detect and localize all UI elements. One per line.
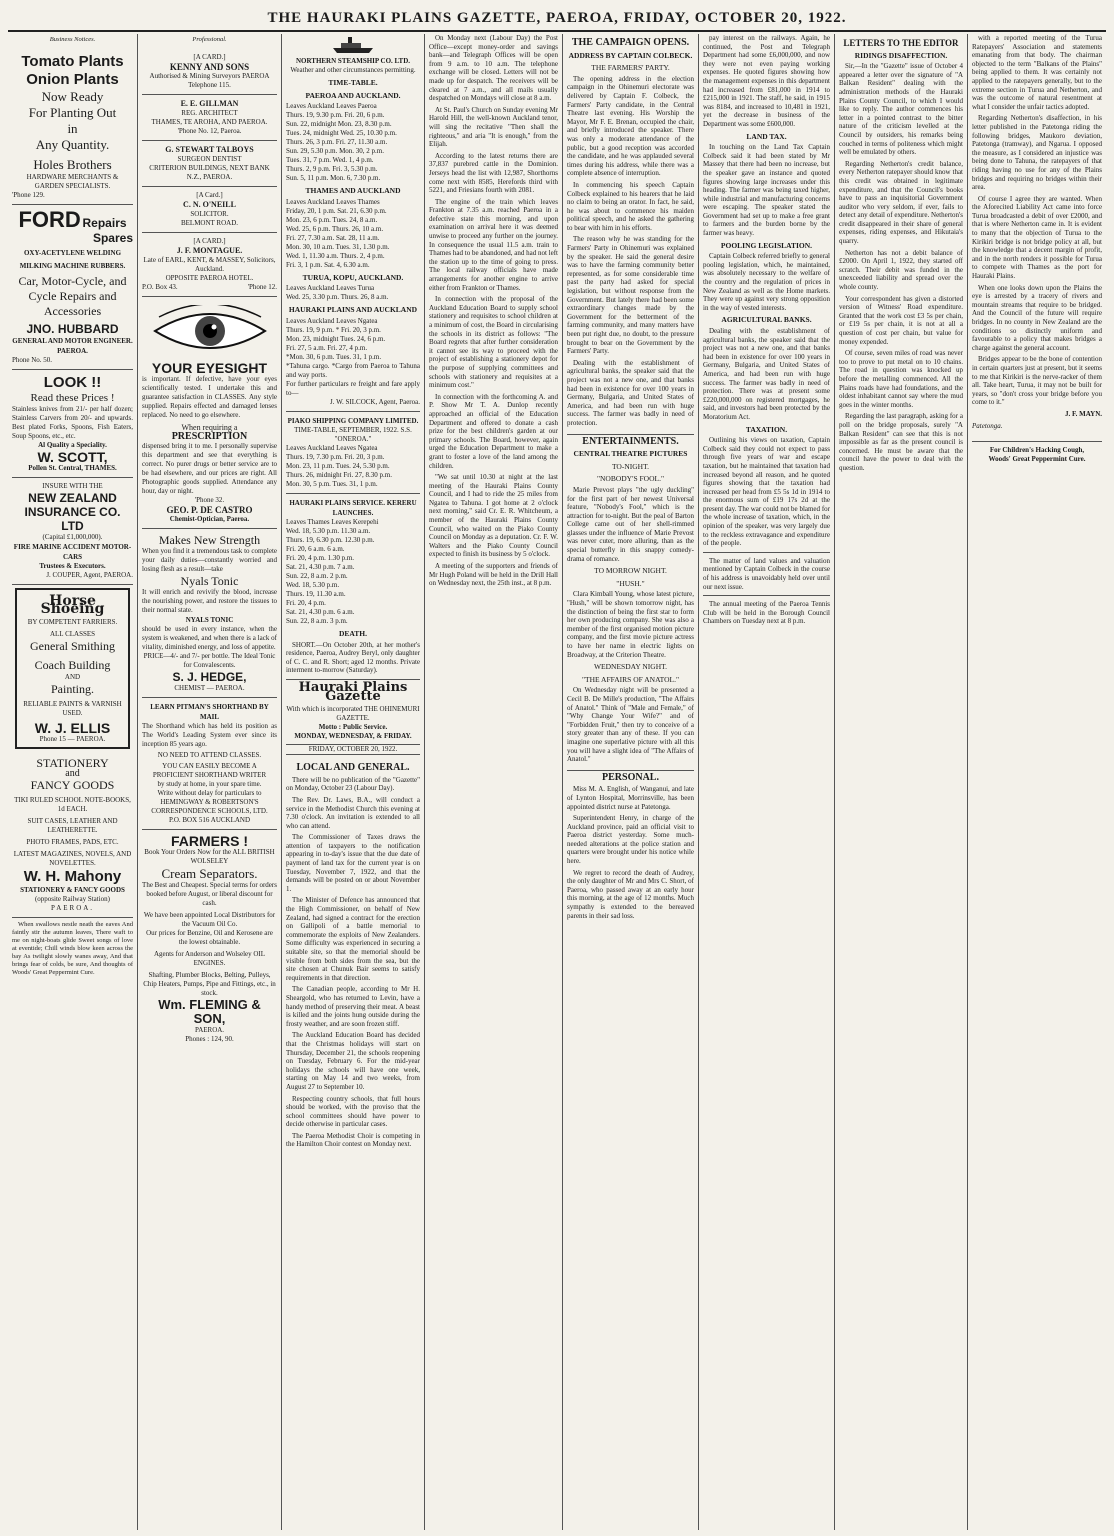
- columns: [8, 34, 1106, 1530]
- subhead: LAND TAX.: [746, 131, 787, 141]
- subhead: POOLING LEGISLATION.: [720, 240, 813, 250]
- route-rows: [286, 207, 420, 270]
- paragraph: pay interest on the railways. Again, he continued, the Post and Telegraph Department had some £6,000,000, and now they were not even paying working expenses. He quoted figures showing how the management expenses in this department had increased from £81,000 in 1914 to £215,000 in 1921. The staff, he said, in 1915 was 8184, and increased to 10,481 in 1921, yet the decrease in business of the Department was some £600,000.: [703, 34, 830, 128]
- paragraph: The Rev. Dr. Laws, B.A., will conduct a service in the Methodist Church this evening at 7.30 o'clock. An invitation is extended to all who can attend.: [286, 795, 420, 830]
- ad-line: When you find it a tremendous task to complete your daily duties—constantly worried and losing flesh as a result—take: [142, 546, 277, 573]
- ad-line: [A CARD.]: [193, 52, 226, 61]
- ad-line: Chemist-Optician, Paeroa.: [169, 514, 250, 523]
- paragraph: In connection with the forthcoming A. and P. Show Mr T. A. Dunlop recently approached an official of the Education Department and offered to donate a cash prize for the best children's garden at our primary schools. The Board, however, again urged the Education Department to make a grant to foster a love of the land among the children.: [429, 392, 558, 470]
- paragraph: The opening address in the election campaign in the Ohinemuri electorate was delivered by Captain F. Colbeck, the Farmers' Party candidate, in the Central Theatre last evening. His Worship the Mayor, Mr F. E. Brenan, occupied the chair, and briefly introduced the speaker. There was only a moderate attendance of the public, but a good reception was accorded the candidate, and he was applauded several times during his address, while there was a complete absence of interruption.: [567, 74, 694, 178]
- ad-line: should be used in every instance, when the system is weakened, and when there is a lack of vitality, diminished energy, and loss of appetite.: [142, 624, 277, 651]
- paragraph: The Paeroa Methodist Choir is competing in the Hamilton Choir contest on Monday next.: [286, 1131, 420, 1149]
- ad-line: Phone No. 50.: [12, 355, 53, 364]
- route-title: THAMES AND AUCKLAND: [305, 186, 401, 196]
- ad-line: Tomato Plants: [21, 52, 124, 70]
- ad-line: (opposite Railway Station): [34, 895, 111, 904]
- ad-line: ALL CLASSES: [49, 629, 96, 638]
- timetable-row: *Mon. 30, 6 p.m. Tues. 31, 1 p.m.: [286, 352, 382, 361]
- route-header: Leaves Auckland Leaves Ngatea: [286, 443, 378, 452]
- gazette-sub: With which is incorporated THE OHINEMURI GAZETTE.: [286, 705, 420, 723]
- timetable-row: Wed. 1, 11.30 a.m. Thurs. 2, 4 p.m.: [286, 251, 385, 260]
- ad-line: Book Your Orders Now for the ALL BRITISH WOLSELEY: [144, 847, 275, 865]
- ad-line: GENERAL AND MOTOR ENGINEER. PAEROA.: [12, 336, 133, 355]
- ad-line: When requiring a: [181, 422, 238, 432]
- paragraph: In touching on the Land Tax Captain Colbeck said it had been stated by Mr Massey that there had been no increase, but the speaker gave an instance and quoted figures showing large increases under this heading. The farmer was being taxed higher, while industrial and manufacturing concerns were escaping. The speaker stated the Government had set up to make a free grant to farmers and the burden borne by the farmer was heavy.: [703, 143, 830, 238]
- ad-line: For Planting Out: [28, 104, 117, 120]
- paragraph: Of course, seven miles of road was never too to prove to put metal on to 10 chains. The road in question was knocked up before the metalling commenced. All the Plains roads have had foundations, and the oldest inhabitant cannot say where the mud goes in the winter months.: [839, 349, 963, 409]
- local-general-head: LOCAL AND GENERAL.: [296, 762, 410, 774]
- timetable-row: Wed. 18, 5.30 p.m. 11.30 a.m.: [286, 526, 371, 535]
- paragraph: The Commissioner of Taxes draws the attention of taxpayers to the notification appearing in to-day's issue that the due date of payment of land tax for the current year is on Tuesday, November 7, 1922, and that the demands will be posted on or about November 1.: [286, 833, 420, 893]
- footer-ad: For Children's Hacking Cough,: [989, 445, 1085, 454]
- ad-line: STATIONERY: [36, 755, 109, 770]
- ad-line: YOUR EYESIGHT: [151, 359, 268, 376]
- divider: [286, 493, 420, 494]
- section-header: Professional.: [192, 36, 227, 43]
- card-kenny-and-sons: [142, 49, 277, 95]
- ad-line: The Best and Cheapest. Special terms for orders booked before August, or liberal discount for cash.: [142, 880, 277, 907]
- timetable-row: Fri. 3, 1 p.m. Sat. 4, 6.30 a.m.: [286, 260, 370, 269]
- timetable-row: Sun. 22, 8 a.m. 3 p.m.: [286, 616, 348, 625]
- ad-line: 'Phone 129.: [12, 190, 45, 199]
- paragraph: Of course I agree they are wanted. When the Aforecited Liability Act came into force Turua broadcasted a debit of over £2000, and that is where Netherton came in. It is evident to many that the objection of Turua to the Kirikiri bridge is not bridge policy at all, but the knowledge that a decent margin of profit, and in the north renders it possible for Turua to compete with Thames as the port for Hauraki Plains.: [972, 194, 1102, 281]
- gazette-days: MONDAY, WEDNESDAY, & FRIDAY.: [294, 732, 412, 741]
- peppermint-poem: When swallows nestle neath the eaves And faintly stir the autumn leaves, There waft to me on night-boats glide Sweet songs of love at eventide; Chill winds blow keen across the bay As twilight slowly wanes away, And that brings fear of colds, be sure, And thoughts of Woods' Great Peppermint Cure.: [12, 921, 133, 977]
- paragraph: Captain Colbeck referred briefly to general pooling legislation, which, he maintained, was absolutely necessary to the welfare of the country and the regulation of prices in New Zealand as well as the Home markets. They were up against very strong opposition in the way of vested interests.: [703, 252, 830, 312]
- timetable-row: Mon. 23, midnight Tues. 24, 6 p.m.: [286, 334, 386, 343]
- ad-de-castro: [142, 297, 277, 529]
- ad-line: Horse Shoeing: [40, 592, 105, 618]
- timetable-row: Thurs. 26, midnight Fri. 27, 8.30 p.m.: [286, 470, 392, 479]
- agent-name: J. W. SILCOCK, Agent, Paeroa.: [329, 397, 420, 406]
- letter-place: Patetonga.: [972, 421, 1003, 430]
- route-header: Leaves Auckland Leaves Turua: [286, 284, 375, 293]
- personal-head: PERSONAL.: [567, 770, 694, 783]
- divider: [703, 595, 830, 596]
- ad-line: The Shorthand which has held its position as The World's Leading System ever since its inception 85 years ago.: [142, 721, 277, 748]
- ent-sub: WEDNESDAY NIGHT.: [593, 662, 668, 672]
- ad-line: [A Card.]: [196, 190, 223, 199]
- timetable-row: Mon. 23, 11 p.m. Tues. 24, 5.30 p.m.: [286, 461, 390, 470]
- paragraph: The Auckland Education Board has decided that the Christmas holidays will start on Thursday, December 21, the schools reopening on Tuesday, February 6. For the mid-year holidays the schools will have one week, starting on May 14 and two weeks, from August 27 to September 10.: [286, 1031, 420, 1091]
- ad-line: 'Phone No. 12, Paeroa.: [177, 126, 242, 135]
- paragraph: On Monday next (Labour Day) the Post Office—except money-order and savings bank—and Telegraph Offices will be open from 9 a.m. to 10 a.m. The telephone exchange will be closed. Letters will not be made up for despatch. The receivers will be cleared at 7 a.m., and all mails usually despatched on Mondays will close at 8 a.m.: [429, 34, 558, 103]
- gazette-date: FRIDAY, OCTOBER 20, 1922.: [286, 744, 420, 755]
- ad-w-scott: [12, 370, 133, 478]
- ad-pitman-shorthand: [142, 698, 277, 830]
- column-campaign-continued: [699, 34, 835, 1530]
- ad-line: INSURE WITH THE: [42, 481, 103, 490]
- paragraph: At St. Paul's Church on Sunday evening Mr Harold Hill, the well-known Auckland tenor, will sing the recitative "Then shall the righteous," and aria "It is enough," from the Elijah.: [429, 105, 558, 149]
- timetable-label: TIME-TABLE.: [328, 78, 378, 87]
- ad-line: (Capital £1,000,000).: [42, 532, 103, 541]
- timetable-row: Sun. 22, midnight Mon. 23, 8.30 p.m.: [286, 120, 392, 129]
- ad-line: Repairs: [82, 215, 127, 230]
- column-business-notices: [8, 34, 138, 1530]
- ad-line: General Smithing: [30, 638, 115, 653]
- timetable-row: Mon. 23, 6 p.m. Tues. 24, 8 a.m.: [286, 215, 378, 224]
- ad-line: Any Quantity.: [35, 136, 110, 152]
- ad-line: MILKING MACHINE RUBBERS.: [19, 261, 126, 270]
- route-note: *Tahuna cargo. *Cargo from Paeroa to Tahuna and way ports.: [286, 361, 420, 379]
- footer-ad: Woods' Great Peppermint Cure.: [988, 454, 1086, 463]
- ad-line: Read these Prices !: [30, 391, 115, 404]
- ad-line: J. COUPER, Agent, PAEROA.: [46, 570, 133, 579]
- gazette-title: Hauraki Plains Gazette: [298, 679, 408, 704]
- timetable-row: Wed. 25, 3.30 p.m. Thurs. 26, 8 a.m.: [286, 293, 389, 302]
- timetable-row: Wed. 25, 6 p.m. Thurs. 26, 10 a.m.: [286, 224, 384, 233]
- paragraph: When one looks down upon the Plains the eye is arrested by a tracery of rivers and mountain streams that require to be bridged. And the Council of the future will require bridges. In no county in New Zealand are the conditions so distinctly uniform and favourable to a policy that makes bridges a charge against the general account.: [972, 283, 1102, 352]
- route-rows: [286, 453, 420, 489]
- timetable-row: Sun. 22, 8 a.m. 2 p.m.: [286, 571, 348, 580]
- paragraph: According to the latest returns there are 37,837 purebred cattle in the Dominion. Jerseys head the list with 12,987, Shorthorns come next with 8585, Herefords third with 5221, and Friesians fourth with 2081.: [429, 151, 558, 195]
- ad-line: Al Quality a Speciality.: [38, 440, 107, 449]
- ad-line: YOU CAN EASILY BECOME A PROFICIENT SHORTHAND WRITER: [152, 761, 267, 779]
- ad-line: AND: [64, 672, 81, 681]
- gazette-motto: Motto : Public Service.: [318, 723, 388, 732]
- ad-line: W. SCOTT,: [37, 448, 108, 465]
- route-title: TURUA, KOPU, AUCKLAND.: [302, 272, 404, 282]
- paragraph: Superintendent Henry, in charge of the Auckland province, paid an official visit to Paeroa district yesterday. Some much-needed alterations at the police station and quarters were brought under his notice while here.: [567, 814, 694, 866]
- route-title: HAURAKI PLAINS AND AUCKLAND: [288, 305, 418, 315]
- timetable-row: Friday, 20, 1 p.m. Sat. 21, 6.30 p.m.: [286, 206, 387, 215]
- ad-w-j-ellis: [15, 588, 130, 749]
- paragraph: The engine of the train which leaves Frankton at 7.35 a.m. reached Paeroa in a defective state this morning, and upon examination on arrival here it was deemed unwise to proceed any further on the journey. In consequence the usual 11.5 a.m. train to Thames had to be abandoned, and had not left the station up to the time of going to press. The local railway officials have made arrangements for another engine to arrive either from Frankton or Thames.: [429, 197, 558, 292]
- paragraph: The reason why he was standing for the Farmers' Party in Ohinemuri was explained by the speaker. He said the general desire was to have the farming community better represented, as for some considerable time past the party had asked for special legislation, but without response from the Government. But lately there had been some extraordinary changes made by the Government for the betterment of the farming community, and many matters have been put right due, no doubt, to the pressure brought to bear on the Government by the Farmers' Party.: [567, 235, 694, 356]
- paragraph: The Canadian people, according to Mr H. Sheargold, who has returned to Levin, have a handy method of preserving their meat. A beast is killed and the joints hung outside during the frosty weather, and are soon frozen stiff.: [286, 985, 420, 1028]
- letters-head: LETTERS TO THE EDITOR: [843, 38, 959, 48]
- ad-line: HARDWARE MERCHANTS & GARDEN SPECIALISTS.: [26, 172, 119, 190]
- ad-line: dispensed bring it to me. I personally supervise this department and see that everything is correct. No purer drugs or better service are to be had elsewhere, and our prices are right. All Photographic goods supplied. Attendance any hour, day or night.: [142, 441, 277, 495]
- route-title: PAEROA AND AUCKLAND.: [305, 90, 401, 100]
- route-header: Leaves Auckland Leaves Ngatea: [286, 316, 378, 325]
- death-head: DEATH.: [339, 628, 367, 638]
- ad-line: PRESCRIPTION: [171, 430, 248, 442]
- ad-line: is important. If defective, have your eyes scientifically tested. I undertake this and guarantee satisfaction in CLASSES. Any style supplied. Repairs effected and damaged lenses replaced. No need to go elsewhere.: [142, 374, 277, 419]
- campaign-sub: ADDRESS BY CAPTAIN COLBECK.: [568, 50, 693, 60]
- ad-fleming-and-son: [142, 830, 277, 1048]
- ad-line: PHOTO FRAMES, PADS, ETC.: [26, 838, 119, 847]
- campaign-head: THE CAMPAIGN OPENS.: [571, 37, 690, 48]
- timetable-row: Fri. 27, 5 a.m. Fri. 27, 4 p.m.: [286, 343, 368, 352]
- ent-sub: "NOBODY'S FOOL.": [596, 474, 665, 484]
- ad-line: FARMERS !: [171, 832, 248, 849]
- column-letters-continued: [968, 34, 1106, 1530]
- route-rows: [286, 293, 420, 302]
- paragraph: There will be no publication of the "Gazette" on Monday, October 23 (Labour Day).: [286, 775, 420, 793]
- paragraph: Clara Kimball Young, whose latest picture, "Hush," will be shown tomorrow night, has the distinction of being the first star to form her own producing company. She was also a member of the first organised motion picture company, and the first movie picture actress to have her name in electric lights on Broadway, at the Criterion Theatre.: [567, 590, 694, 659]
- ad-line: NO NEED TO ATTEND CLASSES.: [157, 750, 262, 759]
- ad-line: P.O. BOX 516 AUCKLAND: [168, 815, 251, 824]
- ad-line: BELMONT ROAD.: [180, 218, 239, 227]
- ad-line: Nyals Tonic: [180, 573, 239, 588]
- paragraph: Outlining his views on taxation, Captain Colbeck said they could not expect to pass through five years of war and escape taxation, but he maintained that taxation had increased beyond all reason, and he quoted figures showing that the taxation had increased per head from £5 5s 1d in 1914 to the enormous sum of £19 17s 2d at the present day. The war could not be blamed for the whole increase of taxation, which, in the opinion of the speaker, was very largely due to the reckless extravagance and expenditure of the people.: [703, 436, 830, 548]
- ad-line: W. H. Mahony: [23, 868, 122, 886]
- timetable-row: Wed. 18, 5.30 p.m.: [286, 580, 340, 589]
- paragraph: The matter of land values and valuation mentioned by Captain Colbeck in the course of his address is unavoidably held over until our next issue.: [703, 556, 830, 591]
- letter-signature: J. F. MAYN.: [1064, 409, 1102, 418]
- ent-sub: "HUSH.": [616, 578, 645, 588]
- paragraph: with a reported meeting of the Turua Ratepayers' Association and statements emanating from that body. The chairman objected to the term "Balkans of the Plains" being applied to them. It was certainly not applied to the ratepayers generally, but to the extreme section in Turua and Netherton, and was the outcome of natural resentment at what I consider the unfair tactics adopted.: [972, 34, 1102, 111]
- timetable-row: Tues. 24, midnight Wed. 25, 10.30 p.m.: [286, 129, 397, 138]
- timetable-row: Thurs. 19, 7.30 p.m. Fri. 20, 3 p.m.: [286, 452, 385, 461]
- ad-line: JNO. HUBBARD: [26, 321, 119, 336]
- ent-sub: TO MORROW NIGHT.: [594, 566, 667, 576]
- eye-icon: [151, 305, 269, 357]
- ad-line: Trustees & Executors.: [39, 561, 106, 570]
- ad-holes-brothers: [12, 49, 133, 205]
- ad-line: 'Phone 32.: [194, 495, 225, 504]
- masthead: THE HAURAKI PLAINS GAZETTE, PAEROA, FRIDAY, OCTOBER 20, 1922.: [8, 6, 1106, 32]
- ad-line: KENNY AND SONS: [169, 61, 250, 72]
- paragraph: Sir,—In the "Gazette" issue of October 4 appeared a letter over the signature of "A Balkan Resident" dealing with the administration methods of the Hauraki Plains County Council, to which I would like to reply. The author commences his letter in a pointed contrast to the bitter nature of the criticism levelled at the Council by outsiders, his remarks being couched in terms of politeness which might well be emulated by others.: [839, 62, 963, 157]
- timetable-row: Fri. 27, 7.30 a.m. Sat. 28, 11 a.m.: [286, 233, 380, 242]
- ad-line: GEO. P. DE CASTRO: [166, 504, 253, 515]
- ad-line: in: [67, 120, 78, 136]
- ad-line: CHEMIST — PAEROA.: [174, 683, 245, 692]
- shipping-sub: Weather and other circumstances permitting.: [290, 66, 416, 74]
- timetable-row: Fri. 20, 4 p.m. 1.30 p.m.: [286, 553, 355, 562]
- divider: [703, 552, 830, 553]
- paragraph: Your correspondent has given a distorted version of Witness' Road expenditure. Granted that the work cost £3 5s per chain, or £19 5s per chain, it is not at all a question of cost per chain, but value for money expended.: [839, 294, 963, 346]
- letters-sub: RIDINGS DISAFFECTION.: [854, 50, 948, 60]
- paragraph: Regarding the last paragraph, asking for a poll on the bridge proposals, surely "A Balkan Resident" can see that this is not impossible as far as the present council is concerned. He must be aware that the council have the power to deal with the question.: [839, 412, 963, 472]
- ad-line: Makes New Strength: [158, 532, 261, 547]
- ad-line: Cream Separators.: [161, 865, 258, 881]
- ad-line: PAEROA.: [50, 904, 95, 913]
- timetable-row: Sun. 29, 5.30 p.m. Mon. 30, 2 p.m.: [286, 147, 385, 156]
- timetable-row: Mon. 30, 10 a.m. Tues. 31, 1.30 p.m.: [286, 242, 390, 251]
- route-header: Leaves Auckland Leaves Thames: [286, 197, 380, 206]
- timetable-row: Sat. 21, 4.30 p.m. 6 a.m.: [286, 607, 355, 616]
- ad-line: HEMINGWAY & ROBERTSON'S CORRESPONDENCE SCHOOLS, LTD.: [151, 797, 268, 815]
- ad-line: LEARN PITMAN'S SHORTHAND BY MAIL: [150, 702, 269, 721]
- ent-sub: TO-NIGHT.: [611, 461, 649, 471]
- ad-line: We have been appointed Local Distributors for the Vacuum Oil Co.: [143, 910, 276, 928]
- route-rows: [286, 527, 420, 626]
- ad-line: LATEST MAGAZINES, NOVELS, AND NOVELETTES.: [13, 850, 132, 868]
- ad-line: FIRE MARINE ACCIDENT MOTOR-CARS: [13, 542, 132, 561]
- timetable-row: Thurs. 19, 6.30 p.m. 12.30 p.m.: [286, 535, 375, 544]
- column-letters: [835, 34, 968, 1530]
- ad-line: CRITERION BUILDINGS, NEXT BANK N.Z., PAEROA.: [149, 163, 270, 181]
- ad-line: STATIONERY & FANCY GOODS: [20, 886, 125, 895]
- ad-line: REG. ARCHITECT: [181, 108, 238, 117]
- ad-line: S. J. HEDGE,: [172, 669, 247, 684]
- ad-line: THAMES, TE AROHA, AND PAEROA.: [151, 117, 268, 126]
- section-header: Business Notices.: [49, 36, 96, 43]
- ad-line: Stainless knives from 21/- per half dozen; Stainless Carvers from 20/- and upwards. Best plated Forks, Spoons, Fish Eaters, Soup Spoons, etc., etc.: [12, 404, 133, 440]
- ad-line: TIKI RULED SCHOOL NOTE-BOOKS, 1d EACH.: [14, 796, 131, 814]
- column-campaign: [563, 34, 699, 1530]
- route-header: Leaves Auckland Leaves Paeroa: [286, 102, 377, 111]
- ad-line: SUIT CASES, LEATHER AND LEATHERETTE.: [27, 817, 118, 835]
- paragraph: On Wednesday night will be presented a Cecil B. De Mille's production, "The Affairs of Anatol." Think of "Male and Female," of "Why Change Your Wife?" and of "Forbidden Fruit," then try to conceive of a story greater than any of these. If you can imagine one superlative picture with all this you will have a slight idea of "The Affairs of Anatol.": [567, 686, 694, 764]
- timetable-row: Thurs. 19, 9 p.m. * Fri. 20, 3 p.m.: [286, 325, 381, 334]
- ad-jno-hubbard: [12, 205, 133, 370]
- ad-line: It will enrich and revivify the blood, increase the nourishing power, and restore the tissues to their normal state.: [142, 587, 277, 614]
- ad-line: [142, 283, 277, 292]
- ad-line: Write without delay for particulars to: [157, 788, 262, 797]
- ad-line: W. J. ELLIS: [34, 719, 111, 736]
- timetable-row: Tues. 31, 7 p.m. Wed. 1, 4 p.m.: [286, 156, 374, 165]
- ad-line: Shafting, Plumber Blocks, Belting, Pulleys, Chip Heaters, Pumps, Pipe and Fittings, etc., in stock.: [143, 970, 276, 997]
- timetable-row: Thurs. 19, 9.30 p.m. Fri. 20, 6 p.m.: [286, 111, 385, 120]
- ad-line: Coach Building: [34, 657, 111, 672]
- ad-line: Now Ready: [41, 88, 104, 104]
- paragraph: Regarding Netherton's credit balance, every Netherton ratepayer should know that this credit was obtained in legitimate expenditure, and that the Council's books have to pass an inquisitorial Government auditor who very seldom, if ever, fails to detect any detail of expenditure. Netherton's credit disappeared in their share of general expenses, riding expenses, and Hikutaia's quarry.: [839, 159, 963, 246]
- ad-line: OXY-ACETYLENE WELDING: [23, 248, 122, 257]
- route-header: Leaves Thames Leaves Kerepehi: [286, 517, 379, 526]
- timetable-row: Thurs. 26, 3 p.m. Fri. 27, 11.30 a.m.: [286, 138, 388, 147]
- paragraph: Bridges appear to be the bone of contention in certain quarters just at present, but it seems to me that Kirikiri is the nerve-racker of them all. Take heart, Turua, it may not be built for years, so "don't cross your bridge before you come to it.": [972, 355, 1102, 407]
- column-shipping: [282, 34, 425, 1530]
- ad-line: OPPOSITE PAEROA HOTEL.: [165, 273, 254, 282]
- paragraph: Netherton has not a debit balance of £2000. On April 1, 1922, they started off scratch. Their debit was funded in the unexceeded liability and spread over the whole county.: [839, 248, 963, 292]
- ad-line: Pollen St. Central, THAMES.: [28, 463, 117, 472]
- timetable-row: Sat. 21, 4.30 p.m. 7 a.m.: [286, 562, 355, 571]
- ad-line: SURGEON DENTIST: [177, 154, 242, 163]
- ad-nz-insurance: [12, 478, 133, 585]
- paragraph: Dealing with the establishment of agricultural banks, the speaker said that the project was not a new one, and that banks had been in existence for over 100 years in Germany, Bulgaria, and United States of America, and had been run with huge success. The farmer was badly in need of protection.: [567, 358, 694, 427]
- divider: [286, 411, 420, 412]
- ad-line: J. F. MONTAGUE.: [176, 245, 243, 255]
- ad-line: NEW ZEALAND INSURANCE CO. LTD: [24, 490, 121, 533]
- timetable-row: Fri. 20, 6 a.m. 6 a.m.: [286, 544, 345, 553]
- card-talboys: [142, 141, 277, 187]
- route-rows: [286, 111, 420, 183]
- paragraph: The annual meeting of the Paeroa Tennis Club will be held in the Borough Council Chambers on Tuesday next at 8 p.m.: [703, 600, 830, 626]
- paragraph: The Minister of Defence has announced that the High Commissioner, on behalf of New Zealand, had signed a contract for the erection on Gallipoli of a battle memorial to commemorate the exploits of New Zealanders. Some difficulty was experienced in securing a suitable site, so that the memorial should be visible from both sides from the sea, but the site chosen at Chunuk Bair seems to satisfy requirements in that direction.: [286, 896, 420, 982]
- ad-line: 'Phone 12.: [247, 282, 277, 291]
- paragraph: Regarding Netherton's disaffection, in his letter published in the Patetonga riding the following bridges, Maukoro deviation, Patetonga (tramway), and Ngarua. I opposed the measure, as I considered an injustice was being done to Tahuna, the ratepayers of that riding having no use for any of the Plains bridges and requiring no bridges within their area.: [972, 114, 1102, 192]
- ad-line: E. E. GILLMAN: [180, 98, 239, 108]
- entertainments-head: ENTERTAINMENTS.: [567, 434, 694, 447]
- shipping-head: NORTHERN STEAMSHIP CO. LTD.: [295, 57, 411, 65]
- ad-nyals-tonic: [142, 529, 277, 698]
- ent-sub: "THE AFFAIRS OF ANATOL.": [581, 674, 680, 684]
- ad-line: Late of EARL, KENT, & MASSEY, Solicitors, Auckland.: [143, 255, 276, 273]
- piako-timetable: TIME-TABLE, SEPTEMBER, 1922. S.S. "ONEROA.": [294, 425, 412, 443]
- paragraph: Dealing with the establishment of agricultural banks, the speaker said that the project was not a new one, and that banks had been in existence for over 100 years in Germany, Bulgaria, and United States of America, and had been run with huge success. The farmer was badly in need of protection. There was at present some £220,000,000 on registered mortgages, he said, and investors had been protected by the Moratorium Act.: [703, 327, 830, 421]
- ad-line: Telephone 115.: [188, 80, 231, 89]
- card-montague: [142, 233, 277, 297]
- piako-head: PIAKO SHIPPING COMPANY LIMITED.: [287, 416, 419, 425]
- ad-line: PAEROA.: [194, 1025, 225, 1034]
- ad-line: LOOK !!: [43, 373, 102, 391]
- ad-line: [A CARD.]: [193, 236, 226, 245]
- ad-line: Authorised & Mining Surveyors PAEROA: [149, 71, 270, 80]
- timetable-row: Thurs. 2, 9 p.m. Fri. 3, 5.30 p.m.: [286, 165, 378, 174]
- death-notice: SHORT.—On October 20th, at her mother's residence, Paeroa, Audrey Beryl, only daughter of C. C. and R. Short; aged 12 months. Private interment to-morrow (Saturday).: [286, 640, 420, 675]
- ad-line: P.O. Box 43.: [142, 282, 178, 291]
- ad-line: BY COMPETENT FARRIERS.: [27, 617, 118, 626]
- ad-w-h-mahony: [12, 752, 133, 919]
- subhead: TAXATION.: [745, 424, 788, 434]
- ad-line: C. N. O'NEILL: [183, 199, 236, 209]
- paragraph: "We sat until 10.30 at night at the last meeting of the Hauraki Plains County Council, and I had to ride the 25 miles from Ngatea to Tahuna. I got home at 2 o'clock next morning," said Cr. E. R. Whitcheum, a member of the Hauraki Plains County Council, who waited on the Piako County Council on Monday as a deputation. Cr. F. W. Walters and the Piako County Council expected to finish its business by 5 o'clock.: [429, 473, 558, 559]
- ford-logo-text: FORD: [18, 206, 81, 232]
- hp-head: HAURAKI PLAINS SERVICE. KERERU LAUNCHES.: [289, 498, 417, 517]
- steamship-icon: [331, 36, 375, 54]
- divider: [972, 441, 1102, 442]
- ad-line: Painting.: [50, 681, 94, 696]
- ad-line: SOLICITOR.: [190, 209, 229, 218]
- ad-line: NYALS TONIC: [185, 615, 234, 624]
- timetable-row: Mon. 30, 5 p.m. Tues. 31, 1 p.m.: [286, 479, 378, 488]
- paragraph: Respecting country schools, that full hours should be worked, with the proviso that the school committees should have power to decide otherwise in particular cases.: [286, 1094, 420, 1129]
- ad-line: Holes Brothers: [33, 156, 112, 172]
- paragraph: Marie Prevost plays "the ugly duckling" for the first part of her newest Universal feature, "Nobody's Fool," which is the attraction for to-night. But the peal of Barton College came out of her shell-rimmed glasses under the influence of Marie Prevost was never cuter, more alluring, than as the special butterfly in this snappy comedy-drama of romance.: [567, 485, 694, 563]
- paragraph: A meeting of the supporters and friends of Mr Hugh Poland will be held in the Drill Hall on Wednesday next, the 25th inst., at 8 p.m.: [429, 562, 558, 588]
- timetable-row: Thurs. 19, 11.30 a.m.: [286, 589, 346, 598]
- ad-line: FANCY GOODS: [30, 778, 115, 793]
- ad-line: Phones : 124, 90.: [185, 1034, 234, 1043]
- ad-line: Car, Motor-Cycle, and Cycle Repairs and Accessories: [18, 273, 127, 318]
- column-professional: [138, 34, 282, 1530]
- route-rows: [286, 326, 420, 362]
- paragraph: In commencing his speech Captain Colbeck explained to his hearers that he laid no claim to being an orator. In fact, he said, he was about to commence his maiden political speech, and he asked the gathering to bear with him in his efforts.: [567, 180, 694, 232]
- paragraph: We regret to record the death of Audrey, the only daughter of Mr and Mrs C. Short, of Paeroa, who passed away at an early hour this morning, at the age of 12 months. Much sympathy is extended to the bereaved parents in their sad loss.: [567, 868, 694, 920]
- ad-line: and: [65, 767, 80, 779]
- timetable-row: Fri. 20, 4 p.m.: [286, 598, 326, 607]
- ad-line: by study at home, in your spare time.: [157, 779, 262, 788]
- ad-line: G. STEWART TALBOYS: [165, 144, 254, 154]
- card-gillman: [142, 95, 277, 141]
- column-local-news: [425, 34, 563, 1530]
- ad-line: Our prices for Benzine, Oil and Kerosene are the lowest obtainable.: [146, 928, 273, 946]
- ad-line: PRICE—4/- and 7/- per bottle. The Ideal Tonic for Convalescents.: [143, 651, 276, 669]
- card-oneill: [142, 187, 277, 233]
- timetable-row: Sun. 5, 11 p.m. Mon. 6, 7.30 p.m.: [286, 174, 381, 183]
- paragraph: In connection with the proposal of the Auckland Education Board to supply school stationery and requisites to school children at a minimum of cost, the Board in circularising the schools in its district as follows: "The Board regrets that after further consideration it cannot see its way to proceed with the project of establishing a stationery depot for the purpose of supplying committees and schools with stationery and requisites at a minimum cost.": [429, 295, 558, 390]
- paragraph: Miss M. A. English, of Wanganui, and late of Lynton Hospital, Morrinsville, has been appointed district nurse at Patetonga.: [567, 785, 694, 811]
- ent-sub: CENTRAL THEATRE PICTURES: [573, 449, 688, 459]
- ad-line: Spares: [92, 230, 133, 245]
- route-note: For further particulars re freight and fare apply to—: [286, 379, 420, 397]
- ad-line: Phone 15 — PAEROA.: [39, 734, 106, 743]
- ad-line: Onion Plants: [26, 70, 119, 88]
- ad-line: Wm. FLEMING & SON,: [158, 996, 261, 1026]
- campaign-sub: THE FARMERS' PARTY.: [591, 63, 670, 73]
- ad-line: [12, 206, 133, 232]
- subhead: AGRICULTURAL BANKS.: [721, 315, 812, 325]
- ad-line: Agents for Anderson and Wolseley OIL ENGINES.: [153, 949, 266, 967]
- ad-line: RELIABLE PAINTS & VARNISH USED.: [23, 699, 122, 717]
